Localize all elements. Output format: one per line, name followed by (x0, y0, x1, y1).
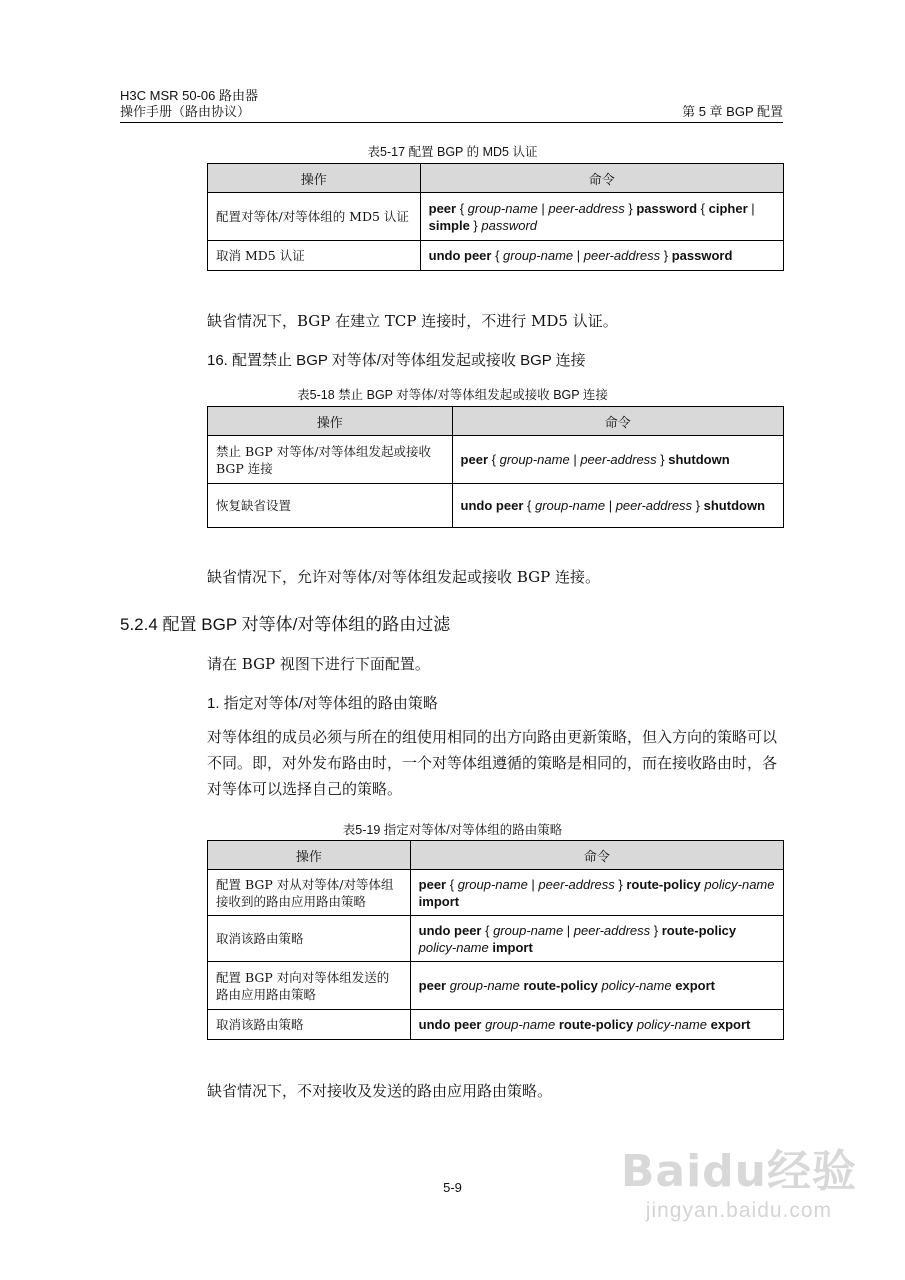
table2-row2-cmd: undo peer { group-name | peer-address } shutdown (452, 484, 783, 528)
table2-caption: 表5-18 禁止 BGP 对等体/对等体组发起或接收 BGP 连接 (297, 388, 608, 402)
table1-row1-op: 配置对等体/对等体组的 MD5 认证 (208, 193, 421, 241)
table2-row1-cmd: peer { group-name | peer-address } shutdown (452, 436, 783, 484)
table3-row3-cmd: peer group-name route-policy policy-name export (410, 962, 783, 1010)
table1 (207, 163, 784, 271)
table1-row2-cmd: undo peer { group-name | peer-address } password (420, 241, 783, 271)
table3-header-cmd: 命令 (410, 841, 783, 870)
header-manual: 操作手册（路由协议） (120, 104, 251, 119)
page-number: 5-9 (443, 1180, 462, 1195)
table2-row1-op: 禁止 BGP 对等体/对等体组发起或接收 BGP 连接 (208, 436, 453, 484)
header-chapter: 第 5 章 BGP 配置 (682, 104, 783, 119)
table1-caption: 表5-17 配置 BGP 的 MD5 认证 (367, 145, 538, 159)
paragraph-connection-default: 缺省情况下，允许对等体/对等体组发起或接收 BGP 连接。 (207, 568, 600, 586)
table1-row1-cmd: peer { group-name | peer-address } password { cipher | simple } password (420, 193, 783, 241)
table3-row1-cmd: peer { group-name | peer-address } route-policy policy-name import (410, 870, 783, 916)
table2-header-cmd: 命令 (452, 407, 783, 436)
paragraph-policy-default: 缺省情况下，不对接收及发送的路由应用路由策略。 (207, 1082, 553, 1100)
table3-row4-op: 取消该路由策略 (208, 1010, 411, 1040)
table3-row4-cmd: undo peer group-name route-policy policy-name export (410, 1010, 783, 1040)
paragraph-route-policy: 对等体组的成员必须与所在的组使用相同的出方向路由更新策略，但入方向的策略可以不同。即，对外发布路由时，一个对等体组遵循的策略是相同的，而在接收路由时，各对等体可以选择自己的策略。 (207, 728, 778, 798)
watermark-url: jingyan.baidu.com (645, 1199, 833, 1222)
table2-header-op: 操作 (208, 407, 453, 436)
table3-caption: 表5-19 指定对等体/对等体组的路由策略 (342, 823, 563, 837)
header-rule (120, 122, 783, 123)
watermark-logo: Baidu经验 (620, 1146, 857, 1197)
table3-row2-cmd: undo peer { group-name | peer-address } route-policy policy-name import (410, 916, 783, 962)
subsection-16-title: 16. 配置禁止 BGP 对等体/对等体组发起或接收 BGP 连接 (207, 352, 586, 369)
table3 (207, 840, 784, 1040)
table1-header-op: 操作 (208, 164, 421, 193)
table2 (207, 406, 784, 528)
table3-row2-op: 取消该路由策略 (208, 916, 411, 962)
table3-row3-op: 配置 BGP 对向对等体组发送的路由应用路由策略 (208, 962, 411, 1010)
paragraph-bgp-view: 请在 BGP 视图下进行下面配置。 (207, 655, 430, 673)
header-product: H3C MSR 50-06 路由器 (120, 88, 258, 103)
table1-row2-op: 取消 MD5 认证 (208, 241, 421, 271)
table3-header-op: 操作 (208, 841, 411, 870)
table1-header-cmd: 命令 (420, 164, 783, 193)
table3-row1-op: 配置 BGP 对从对等体/对等体组接收到的路由应用路由策略 (208, 870, 411, 916)
paragraph-md5-default: 缺省情况下，BGP 在建立 TCP 连接时，不进行 MD5 认证。 (207, 312, 618, 330)
table2-row2-op: 恢复缺省设置 (208, 484, 453, 528)
subsection-1-title: 1. 指定对等体/对等体组的路由策略 (207, 695, 438, 712)
section-title: 5.2.4 配置 BGP 对等体/对等体组的路由过滤 (120, 615, 451, 634)
watermark (621, 1135, 857, 1223)
